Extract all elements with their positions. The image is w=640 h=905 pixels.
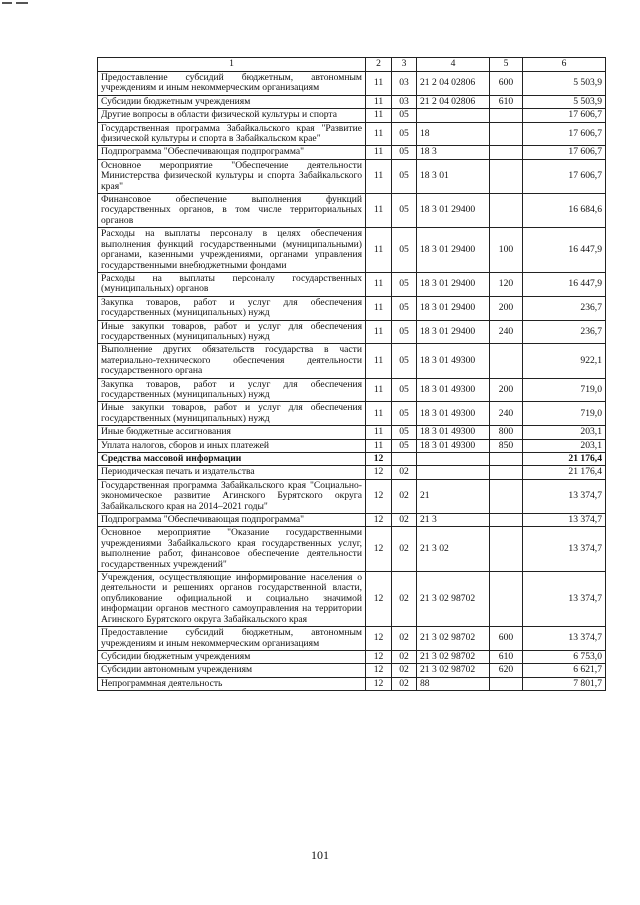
- column-header: 6: [523, 58, 606, 72]
- section-code-cell: 12: [366, 527, 392, 572]
- subsection-code-cell: 05: [392, 426, 417, 439]
- amount-cell: 922,1: [523, 344, 606, 378]
- target-article-cell: 18 3 01 49300: [417, 344, 490, 378]
- subsection-code-cell: 02: [392, 650, 417, 663]
- subsection-code-cell: 02: [392, 677, 417, 690]
- amount-cell: 17 606,7: [523, 122, 606, 146]
- row-name-cell: Субсидии бюджетным учреждениям: [98, 95, 366, 108]
- amount-cell: 17 606,7: [523, 146, 606, 159]
- expense-type-cell: 240: [490, 402, 523, 426]
- expense-type-cell: [490, 466, 523, 479]
- expense-type-cell: [490, 527, 523, 572]
- target-article-cell: 21 3: [417, 514, 490, 527]
- row-name-cell: Выполнение других обязательств государства в части материально-технического обеспечения деятельности государственного органа: [98, 344, 366, 378]
- section-code-cell: 11: [366, 122, 392, 146]
- row-name-cell: Расходы на выплаты персоналу государственных (муниципальных) органов: [98, 272, 366, 296]
- column-header: 2: [366, 58, 392, 72]
- section-code-cell: 11: [366, 402, 392, 426]
- row-name-cell: Предоставление субсидий бюджетным, автономным учреждениям и иным некоммерческим организациям: [98, 627, 366, 651]
- target-article-cell: 18 3 01 49300: [417, 426, 490, 439]
- expense-type-cell: 600: [490, 72, 523, 96]
- subsection-code-cell: [392, 453, 417, 466]
- row-name-cell: Государственная программа Забайкальского края "Развитие физической культуры и спорта в Забайкальском крае": [98, 122, 366, 146]
- section-code-cell: 12: [366, 479, 392, 513]
- amount-cell: 236,7: [523, 296, 606, 320]
- subsection-code-cell: 05: [392, 272, 417, 296]
- table-row: [98, 159, 606, 193]
- amount-cell: 13 374,7: [523, 527, 606, 572]
- table-row: [98, 378, 606, 402]
- table-row: [98, 627, 606, 651]
- target-article-cell: 18 3 01 49300: [417, 402, 490, 426]
- row-name-cell: Подпрограмма "Обеспечивающая подпрограмма": [98, 146, 366, 159]
- budget-table: [97, 57, 606, 691]
- expense-type-cell: [490, 514, 523, 527]
- subsection-code-cell: 03: [392, 72, 417, 96]
- target-article-cell: 21 3 02 98702: [417, 664, 490, 677]
- row-name-cell: Другие вопросы в области физической культуры и спорта: [98, 109, 366, 122]
- table-row: [98, 72, 606, 96]
- table-row: [98, 453, 606, 466]
- row-name-cell: Основное мероприятие "Оказание государственными учреждениями Забайкальского края государственных услуг, выполнение работ, финансовое обеспечение деятельности государственных учреждений": [98, 527, 366, 572]
- table-row: [98, 109, 606, 122]
- target-article-cell: 18: [417, 122, 490, 146]
- table-row: [98, 228, 606, 273]
- row-name-cell: Иные бюджетные ассигнования: [98, 426, 366, 439]
- target-article-cell: 21 3 02 98702: [417, 627, 490, 651]
- section-code-cell: 12: [366, 514, 392, 527]
- subsection-code-cell: 02: [392, 627, 417, 651]
- subsection-code-cell: 05: [392, 402, 417, 426]
- amount-cell: 17 606,7: [523, 159, 606, 193]
- section-code-cell: 11: [366, 320, 392, 344]
- table-row: [98, 95, 606, 108]
- expense-type-cell: [490, 146, 523, 159]
- amount-cell: 236,7: [523, 320, 606, 344]
- target-article-cell: 18 3 01 49300: [417, 439, 490, 452]
- table-row: [98, 514, 606, 527]
- target-article-cell: 18 3 01 29400: [417, 272, 490, 296]
- row-name-cell: Уплата налогов, сборов и иных платежей: [98, 439, 366, 452]
- amount-cell: 21 176,4: [523, 453, 606, 466]
- row-name-cell: Расходы на выплаты персоналу в целях обеспечения выполнения функций государственными (муниципальными) органами, казенными учреждениями, органами управления государственными внебюджетными фондами: [98, 228, 366, 273]
- target-article-cell: 21 3 02 98702: [417, 650, 490, 663]
- target-article-cell: 21: [417, 479, 490, 513]
- section-code-cell: 11: [366, 439, 392, 452]
- amount-cell: 13 374,7: [523, 572, 606, 627]
- table-row: [98, 320, 606, 344]
- row-name-cell: Непрограммная деятельность: [98, 677, 366, 690]
- expense-type-cell: 610: [490, 650, 523, 663]
- subsection-code-cell: 02: [392, 479, 417, 513]
- amount-cell: 5 503,9: [523, 95, 606, 108]
- amount-cell: 6 753,0: [523, 650, 606, 663]
- table-row: [98, 479, 606, 513]
- expense-type-cell: [490, 572, 523, 627]
- amount-cell: 203,1: [523, 426, 606, 439]
- scan-artifact: [0, 0, 40, 6]
- subsection-code-cell: 02: [392, 664, 417, 677]
- amount-cell: 13 374,7: [523, 479, 606, 513]
- section-code-cell: 12: [366, 466, 392, 479]
- table-row: [98, 426, 606, 439]
- section-code-cell: 11: [366, 228, 392, 273]
- section-code-cell: 11: [366, 146, 392, 159]
- target-article-cell: 18 3: [417, 146, 490, 159]
- row-name-cell: Финансовое обеспечение выполнения функций государственных органов, в том числе территориальных органов: [98, 194, 366, 228]
- expense-type-cell: [490, 479, 523, 513]
- expense-type-cell: 800: [490, 426, 523, 439]
- table-row: [98, 296, 606, 320]
- section-code-cell: 11: [366, 344, 392, 378]
- expense-type-cell: [490, 194, 523, 228]
- section-code-cell: 12: [366, 664, 392, 677]
- subsection-code-cell: 05: [392, 344, 417, 378]
- row-name-cell: Закупка товаров, работ и услуг для обеспечения государственных (муниципальных) нужд: [98, 378, 366, 402]
- subsection-code-cell: 05: [392, 122, 417, 146]
- amount-cell: 7 801,7: [523, 677, 606, 690]
- amount-cell: 5 503,9: [523, 72, 606, 96]
- target-article-cell: [417, 466, 490, 479]
- section-code-cell: 12: [366, 627, 392, 651]
- target-article-cell: [417, 109, 490, 122]
- table-row: [98, 650, 606, 663]
- subsection-code-cell: 05: [392, 194, 417, 228]
- section-code-cell: 11: [366, 194, 392, 228]
- table-row: [98, 439, 606, 452]
- amount-cell: 16 447,9: [523, 228, 606, 273]
- section-code-cell: 11: [366, 378, 392, 402]
- subsection-code-cell: 03: [392, 95, 417, 108]
- table-row: [98, 402, 606, 426]
- subsection-code-cell: 02: [392, 514, 417, 527]
- target-article-cell: 18 3 01 29400: [417, 320, 490, 344]
- expense-type-cell: 850: [490, 439, 523, 452]
- subsection-code-cell: 02: [392, 572, 417, 627]
- section-code-cell: 11: [366, 296, 392, 320]
- table-row: [98, 664, 606, 677]
- target-article-cell: [417, 453, 490, 466]
- table-row: [98, 466, 606, 479]
- target-article-cell: 18 3 01: [417, 159, 490, 193]
- table-row: [98, 527, 606, 572]
- row-name-cell: Субсидии автономным учреждениям: [98, 664, 366, 677]
- amount-cell: 6 621,7: [523, 664, 606, 677]
- amount-cell: 719,0: [523, 378, 606, 402]
- table-row: [98, 572, 606, 627]
- amount-cell: 13 374,7: [523, 514, 606, 527]
- expense-type-cell: [490, 122, 523, 146]
- target-article-cell: 88: [417, 677, 490, 690]
- row-name-cell: Иные закупки товаров, работ и услуг для обеспечения государственных (муниципальных) нужд: [98, 402, 366, 426]
- column-header: 5: [490, 58, 523, 72]
- row-name-cell: Подпрограмма "Обеспечивающая подпрограмма": [98, 514, 366, 527]
- section-code-cell: 11: [366, 272, 392, 296]
- page-number: 101: [311, 848, 329, 862]
- section-code-cell: 11: [366, 72, 392, 96]
- amount-cell: 13 374,7: [523, 627, 606, 651]
- target-article-cell: 21 2 04 02806: [417, 95, 490, 108]
- section-code-cell: 12: [366, 677, 392, 690]
- subsection-code-cell: 05: [392, 146, 417, 159]
- subsection-code-cell: 05: [392, 296, 417, 320]
- subsection-code-cell: 05: [392, 439, 417, 452]
- table-row: [98, 344, 606, 378]
- target-article-cell: 18 3 01 29400: [417, 228, 490, 273]
- subsection-code-cell: 05: [392, 159, 417, 193]
- table-row: [98, 194, 606, 228]
- target-article-cell: 21 3 02: [417, 527, 490, 572]
- expense-type-cell: [490, 344, 523, 378]
- row-name-cell: Иные закупки товаров, работ и услуг для обеспечения государственных (муниципальных) нужд: [98, 320, 366, 344]
- amount-cell: 16 684,6: [523, 194, 606, 228]
- target-article-cell: 18 3 01 29400: [417, 194, 490, 228]
- expense-type-cell: 120: [490, 272, 523, 296]
- target-article-cell: 21 2 04 02806: [417, 72, 490, 96]
- row-name-cell: Периодическая печать и издательства: [98, 466, 366, 479]
- column-header: 3: [392, 58, 417, 72]
- section-code-cell: 11: [366, 159, 392, 193]
- target-article-cell: 18 3 01 29400: [417, 296, 490, 320]
- table-header-row: [98, 58, 606, 72]
- section-code-cell: 12: [366, 453, 392, 466]
- expense-type-cell: [490, 677, 523, 690]
- target-article-cell: 18 3 01 49300: [417, 378, 490, 402]
- row-name-cell: Предоставление субсидий бюджетным, автономным учреждениям и иным некоммерческим организациям: [98, 72, 366, 96]
- column-header: 1: [98, 58, 366, 72]
- expense-type-cell: 600: [490, 627, 523, 651]
- expense-type-cell: 610: [490, 95, 523, 108]
- amount-cell: 17 606,7: [523, 109, 606, 122]
- section-code-cell: 12: [366, 572, 392, 627]
- table-row: [98, 272, 606, 296]
- amount-cell: 719,0: [523, 402, 606, 426]
- row-name-cell: Закупка товаров, работ и услуг для обеспечения государственных (муниципальных) нужд: [98, 296, 366, 320]
- expense-type-cell: [490, 109, 523, 122]
- section-code-cell: 11: [366, 95, 392, 108]
- expense-type-cell: [490, 453, 523, 466]
- section-code-cell: 11: [366, 109, 392, 122]
- table-row: [98, 677, 606, 690]
- subsection-code-cell: 05: [392, 378, 417, 402]
- section-code-cell: 11: [366, 426, 392, 439]
- subsection-code-cell: 02: [392, 527, 417, 572]
- amount-cell: 21 176,4: [523, 466, 606, 479]
- row-name-cell: Учреждения, осуществляющие информирование населения о деятельности и решениях органов государственной власти, опубликование официальной и социально значимой информации органов местного самоуправления на территории Агинского Бурятского округа Забайкальского края: [98, 572, 366, 627]
- amount-cell: 16 447,9: [523, 272, 606, 296]
- column-header: 4: [417, 58, 490, 72]
- row-name-cell: Средства массовой информации: [98, 453, 366, 466]
- amount-cell: 203,1: [523, 439, 606, 452]
- expense-type-cell: [490, 159, 523, 193]
- table-row: [98, 122, 606, 146]
- subsection-code-cell: 05: [392, 228, 417, 273]
- expense-type-cell: 240: [490, 320, 523, 344]
- subsection-code-cell: 05: [392, 320, 417, 344]
- section-code-cell: 12: [366, 650, 392, 663]
- row-name-cell: Основное мероприятие "Обеспечение деятельности Министерства физической культуры и спорта Забайкальского края": [98, 159, 366, 193]
- expense-type-cell: 200: [490, 296, 523, 320]
- row-name-cell: Государственная программа Забайкальского края "Социально-экономическое развитие Агинского Бурятского округа Забайкальского края на 2014–2021 годы": [98, 479, 366, 513]
- row-name-cell: Субсидии бюджетным учреждениям: [98, 650, 366, 663]
- target-article-cell: 21 3 02 98702: [417, 572, 490, 627]
- subsection-code-cell: 02: [392, 466, 417, 479]
- subsection-code-cell: 05: [392, 109, 417, 122]
- expense-type-cell: 100: [490, 228, 523, 273]
- expense-type-cell: 200: [490, 378, 523, 402]
- table-row: [98, 146, 606, 159]
- expense-type-cell: 620: [490, 664, 523, 677]
